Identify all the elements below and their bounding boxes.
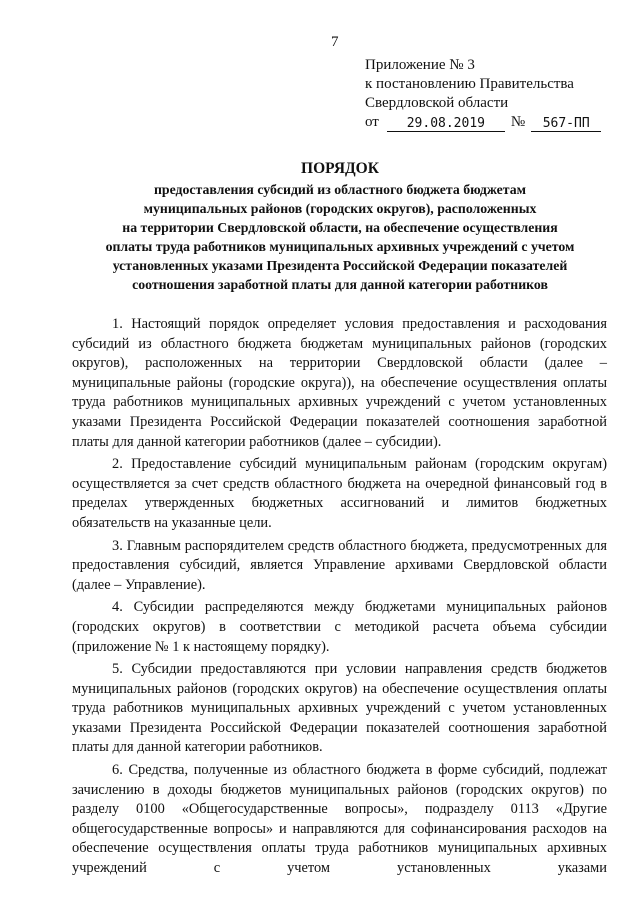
subtitle-line: оплаты труда работников муниципальных архивных учреждений с учетом <box>105 239 575 254</box>
resolution-signature-row <box>365 113 625 132</box>
subtitle-line: установленных указами Президента Российской Федерации показателей <box>112 258 568 273</box>
resolution-number: 567-ПП <box>531 116 601 132</box>
paragraph-6: 6. Средства, полученные из областного бюджета в форме субсидий, подлежат зачислению в доходы бюджетов муниципальных районов (городских округов) по разделу 0100 «Общегосударственные вопросы», подразделу 0113 «Другие общегосударственные вопросы» и направляются для софинансирования расходов на обеспечение осуществления оплаты труда работников муниципальных архивных учреждений с учетом установленных указами <box>72 762 607 877</box>
appendix-title: Приложение № 3 <box>365 57 475 73</box>
paragraph-3: 3. Главным распорядителем средств областного бюджета, предусмотренных для предоставления субсидий, является Управление архивами Свердловской области (далее – Управление). <box>72 537 607 593</box>
resolution-date: 29.08.2019 <box>387 116 505 132</box>
subtitle-line: на территории Свердловской области, на обеспечение осуществления <box>122 220 558 235</box>
page-number: 7 <box>331 34 339 50</box>
document-subtitle <box>60 180 620 294</box>
document-body <box>72 315 607 882</box>
date-prefix: от <box>365 114 379 130</box>
document-heading <box>60 160 620 294</box>
subtitle-line: муниципальных районов (городских округов), расположенных <box>143 201 537 216</box>
subtitle-line: предоставления субсидий из областного бюджета бюджетам <box>153 182 527 197</box>
appendix-reference: к постановлению Правительства <box>365 76 574 92</box>
appendix-region: Свердловской области <box>365 95 509 111</box>
number-label: № <box>510 114 526 130</box>
paragraph-1: 1. Настоящий порядок определяет условия предоставления и расходования субсидий из областного бюджета бюджетам муниципальных районов (городских округов), расположенных на территории Свердловской области (далее – муниципальные районы (городские округа)), на обеспечение осуществления оплаты труда работников муниципальных архивных учреждений с учетом установленных указами Президента Российской Федерации показателей соотношения заработной платы для данной категории работников (далее – субсидии). <box>72 316 607 450</box>
paragraph-5: 5. Субсидии предоставляются при условии направления средств бюджетов муниципальных районов (городских округов) на обеспечение осуществления оплаты труда работников муниципальных архивных учреждений с учетом установленных указами Президента Российской Федерации показателей соотношения заработной платы для данной категории работников. <box>72 661 607 756</box>
paragraph-4: 4. Субсидии распределяются между бюджетами муниципальных районов (городских округов) в соответствии с методикой расчета объема субсидии (приложение № 1 к настоящему порядку). <box>72 599 607 655</box>
paragraph-2: 2. Предоставление субсидий муниципальным районам (городским округам) осуществляется за счет средств областного бюджета на очередной финансовый год в пределах утвержденных бюджетных ассигнований и лимитов бюджетных обязательств на указанные цели. <box>72 456 607 531</box>
document-title: ПОРЯДОК <box>301 160 379 177</box>
subtitle-line: соотношения заработной платы для данной категории работников <box>132 277 548 292</box>
appendix-block <box>365 56 625 132</box>
